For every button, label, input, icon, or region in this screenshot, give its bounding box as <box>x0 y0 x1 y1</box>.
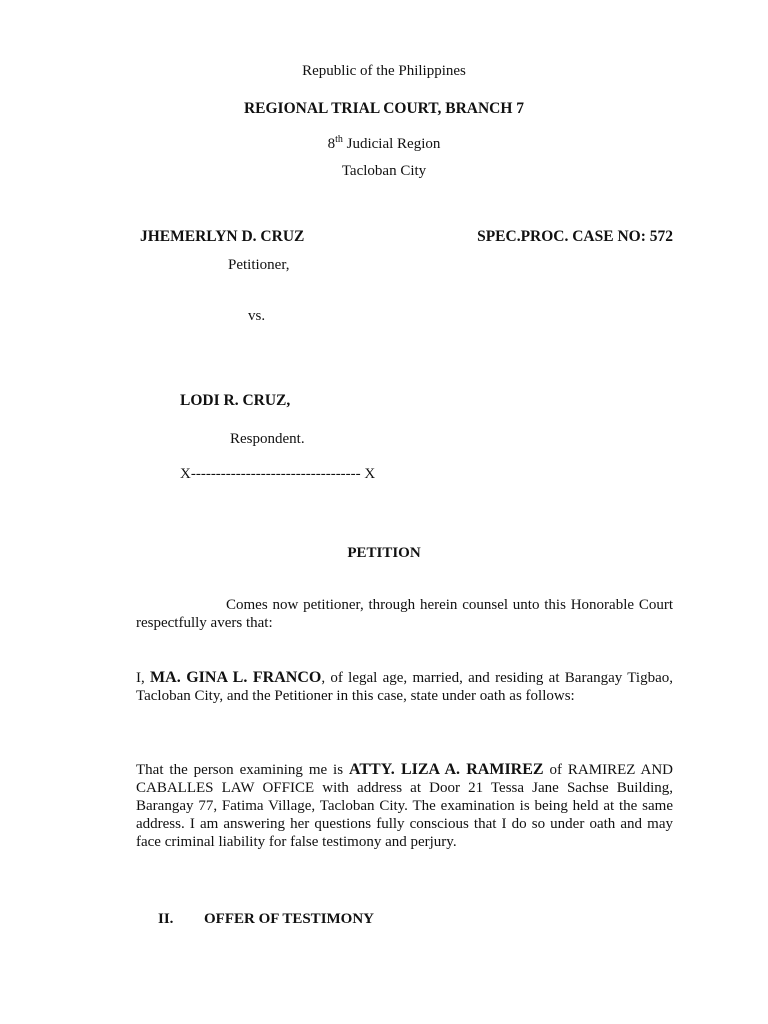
document-title: PETITION <box>347 545 421 561</box>
caption-separator: X---------------------------------- X <box>180 466 376 482</box>
region-suffix: th <box>335 134 343 145</box>
region-ordinal: 8 <box>327 136 336 152</box>
oath-paragraph <box>136 669 673 705</box>
intro-text: Comes now petitioner, through herein counsel unto this Honorable Court respectfully avers that: <box>136 597 673 631</box>
oath-prefix: I, <box>136 670 151 686</box>
republic-line: Republic of the Philippines <box>302 63 466 79</box>
case-number: SPEC.PROC. CASE NO: 572 <box>477 228 673 245</box>
intro-paragraph <box>136 596 673 632</box>
respondent-name: LODI R. CRUZ, <box>180 392 291 409</box>
city-line: Tacloban City <box>341 163 427 179</box>
petitioner-name: JHEMERLYN D. CRUZ <box>140 228 305 245</box>
petitioner-role: Petitioner, <box>228 257 290 273</box>
section-heading: OFFER OF TESTIMONY <box>204 911 375 927</box>
exam-text: of RAMIREZ AND CABALLES LAW OFFICE with address at Door 21 Tessa Jane Sachse Building, Barangay 77, Fatima Village, Tacloban City. The examination is being held at the same address. I am answering her questions fully conscious that I do so under oath and may face criminal liability for false testimony and perjury. <box>136 762 674 850</box>
affiant-name: MA. GINA L. FRANCO <box>150 669 322 686</box>
respondent-role: Respondent. <box>230 431 305 447</box>
versus: vs. <box>248 308 266 324</box>
court-name: REGIONAL TRIAL COURT, BRANCH 7 <box>243 100 525 117</box>
judicial-region <box>0 135 768 153</box>
oath-text: , of legal age, married, and residing at Barangay Tigbao, Tacloban City, and the Petitioner in this case, state under oath as follows: <box>136 670 673 704</box>
examiner-name: ATTY. LIZA A. RAMIREZ <box>349 761 544 778</box>
section-number: II. <box>158 911 174 927</box>
exam-prefix: That the person examining me is <box>136 762 349 778</box>
region-text: Judicial Region <box>342 136 441 152</box>
examination-paragraph <box>136 761 673 851</box>
